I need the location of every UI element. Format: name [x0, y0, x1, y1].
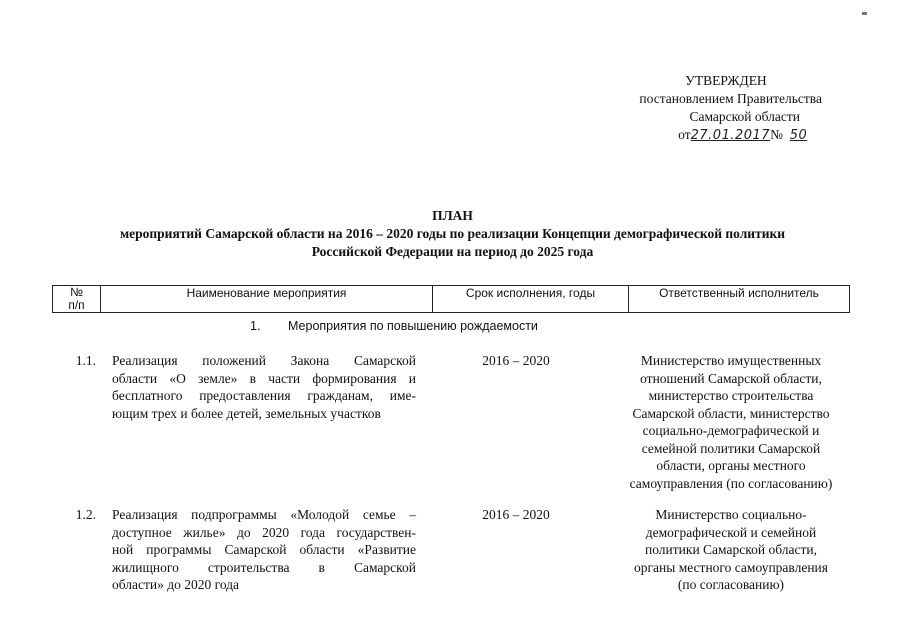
- title-line-1: ПЛАН: [432, 208, 473, 223]
- from-prefix: от: [678, 127, 691, 142]
- row-name-line: ной программы Самарской области «Развитие: [112, 542, 416, 557]
- row-name-line: доступное жилье» до 2020 года государствен-: [112, 524, 416, 540]
- row-responsible-line: политики Самарской области,: [645, 542, 817, 557]
- row-name-line: жилищного строительства в Самарской: [112, 559, 416, 575]
- row-responsible-line: Самарской области, министерство: [632, 405, 830, 421]
- header-number: [53, 286, 101, 312]
- approval-heading: УТВЕРЖДЕН: [685, 73, 767, 88]
- number-prefix: №: [770, 127, 783, 142]
- row-responsible-line: министерство строительства: [648, 388, 814, 403]
- header-number-line1: №: [70, 285, 83, 299]
- row-number: 1.2.: [75, 507, 96, 522]
- row-name-line: Реализация положений Закона Самарской: [112, 353, 416, 368]
- row-responsible-line: органы местного самоуправления: [634, 559, 828, 575]
- document-title: [0, 207, 905, 261]
- row-responsible: [612, 352, 850, 492]
- row-number: 1.1.: [75, 353, 96, 368]
- approval-line-2: Самарской области: [689, 109, 800, 124]
- row-responsible-line: демографической и семейной: [645, 524, 817, 540]
- title-line-3: Российской Федерации на период до 2025 года: [311, 244, 594, 259]
- handwritten-number: 50: [789, 128, 808, 143]
- row-responsible-line: Министерство социально-: [655, 507, 807, 522]
- row-responsible-line: социально-демографической и: [642, 423, 820, 438]
- row-responsible-line: самоуправления (по согласованию): [629, 475, 833, 491]
- approval-stamp: [592, 72, 822, 145]
- row-responsible-line: области, органы местного: [656, 458, 806, 473]
- row-responsible: [612, 506, 850, 594]
- scan-mark: [862, 12, 867, 15]
- row-name-line: бесплатного предоставления гражданам, име-: [112, 388, 416, 403]
- row-responsible-line: Министерство имущественных: [640, 353, 822, 368]
- row-responsible-line: отношений Самарской области,: [640, 370, 822, 386]
- approval-date-line: [592, 126, 822, 145]
- row-name-line: области» до 2020 года: [112, 577, 240, 592]
- section-heading: [250, 319, 538, 333]
- header-name: Наименование мероприятия: [101, 286, 433, 312]
- title-line-2: мероприятий Самарской области на 2016 – 2020 годы по реализации Концепции демографической политики: [119, 226, 786, 241]
- header-responsible: Ответственный исполнитель: [659, 286, 819, 300]
- header-term: Срок исполнения, годы: [433, 286, 629, 312]
- row-name-line: ющим трех и более детей, земельных участков: [112, 405, 381, 421]
- row-name-line: области «О земле» в части формирования и: [112, 370, 416, 386]
- table-header: [52, 285, 850, 313]
- row-term: 2016 – 2020: [482, 507, 550, 522]
- section-number: 1.: [250, 319, 261, 333]
- section-title: Мероприятия по повышению рождаемости: [288, 319, 538, 333]
- row-responsible-line: семейной политики Самарской: [641, 440, 821, 456]
- header-number-line2: п/п: [68, 298, 85, 312]
- row-name: [112, 352, 416, 422]
- row-name-line: Реализация подпрограммы «Молодой семье –: [112, 507, 416, 522]
- row-responsible-line: (по согласованию): [677, 577, 785, 592]
- approval-line-1: постановлением Правительства: [639, 91, 822, 106]
- handwritten-date: 27.01.2017: [690, 128, 771, 143]
- row-term: 2016 – 2020: [482, 353, 550, 368]
- row-name: [112, 506, 416, 594]
